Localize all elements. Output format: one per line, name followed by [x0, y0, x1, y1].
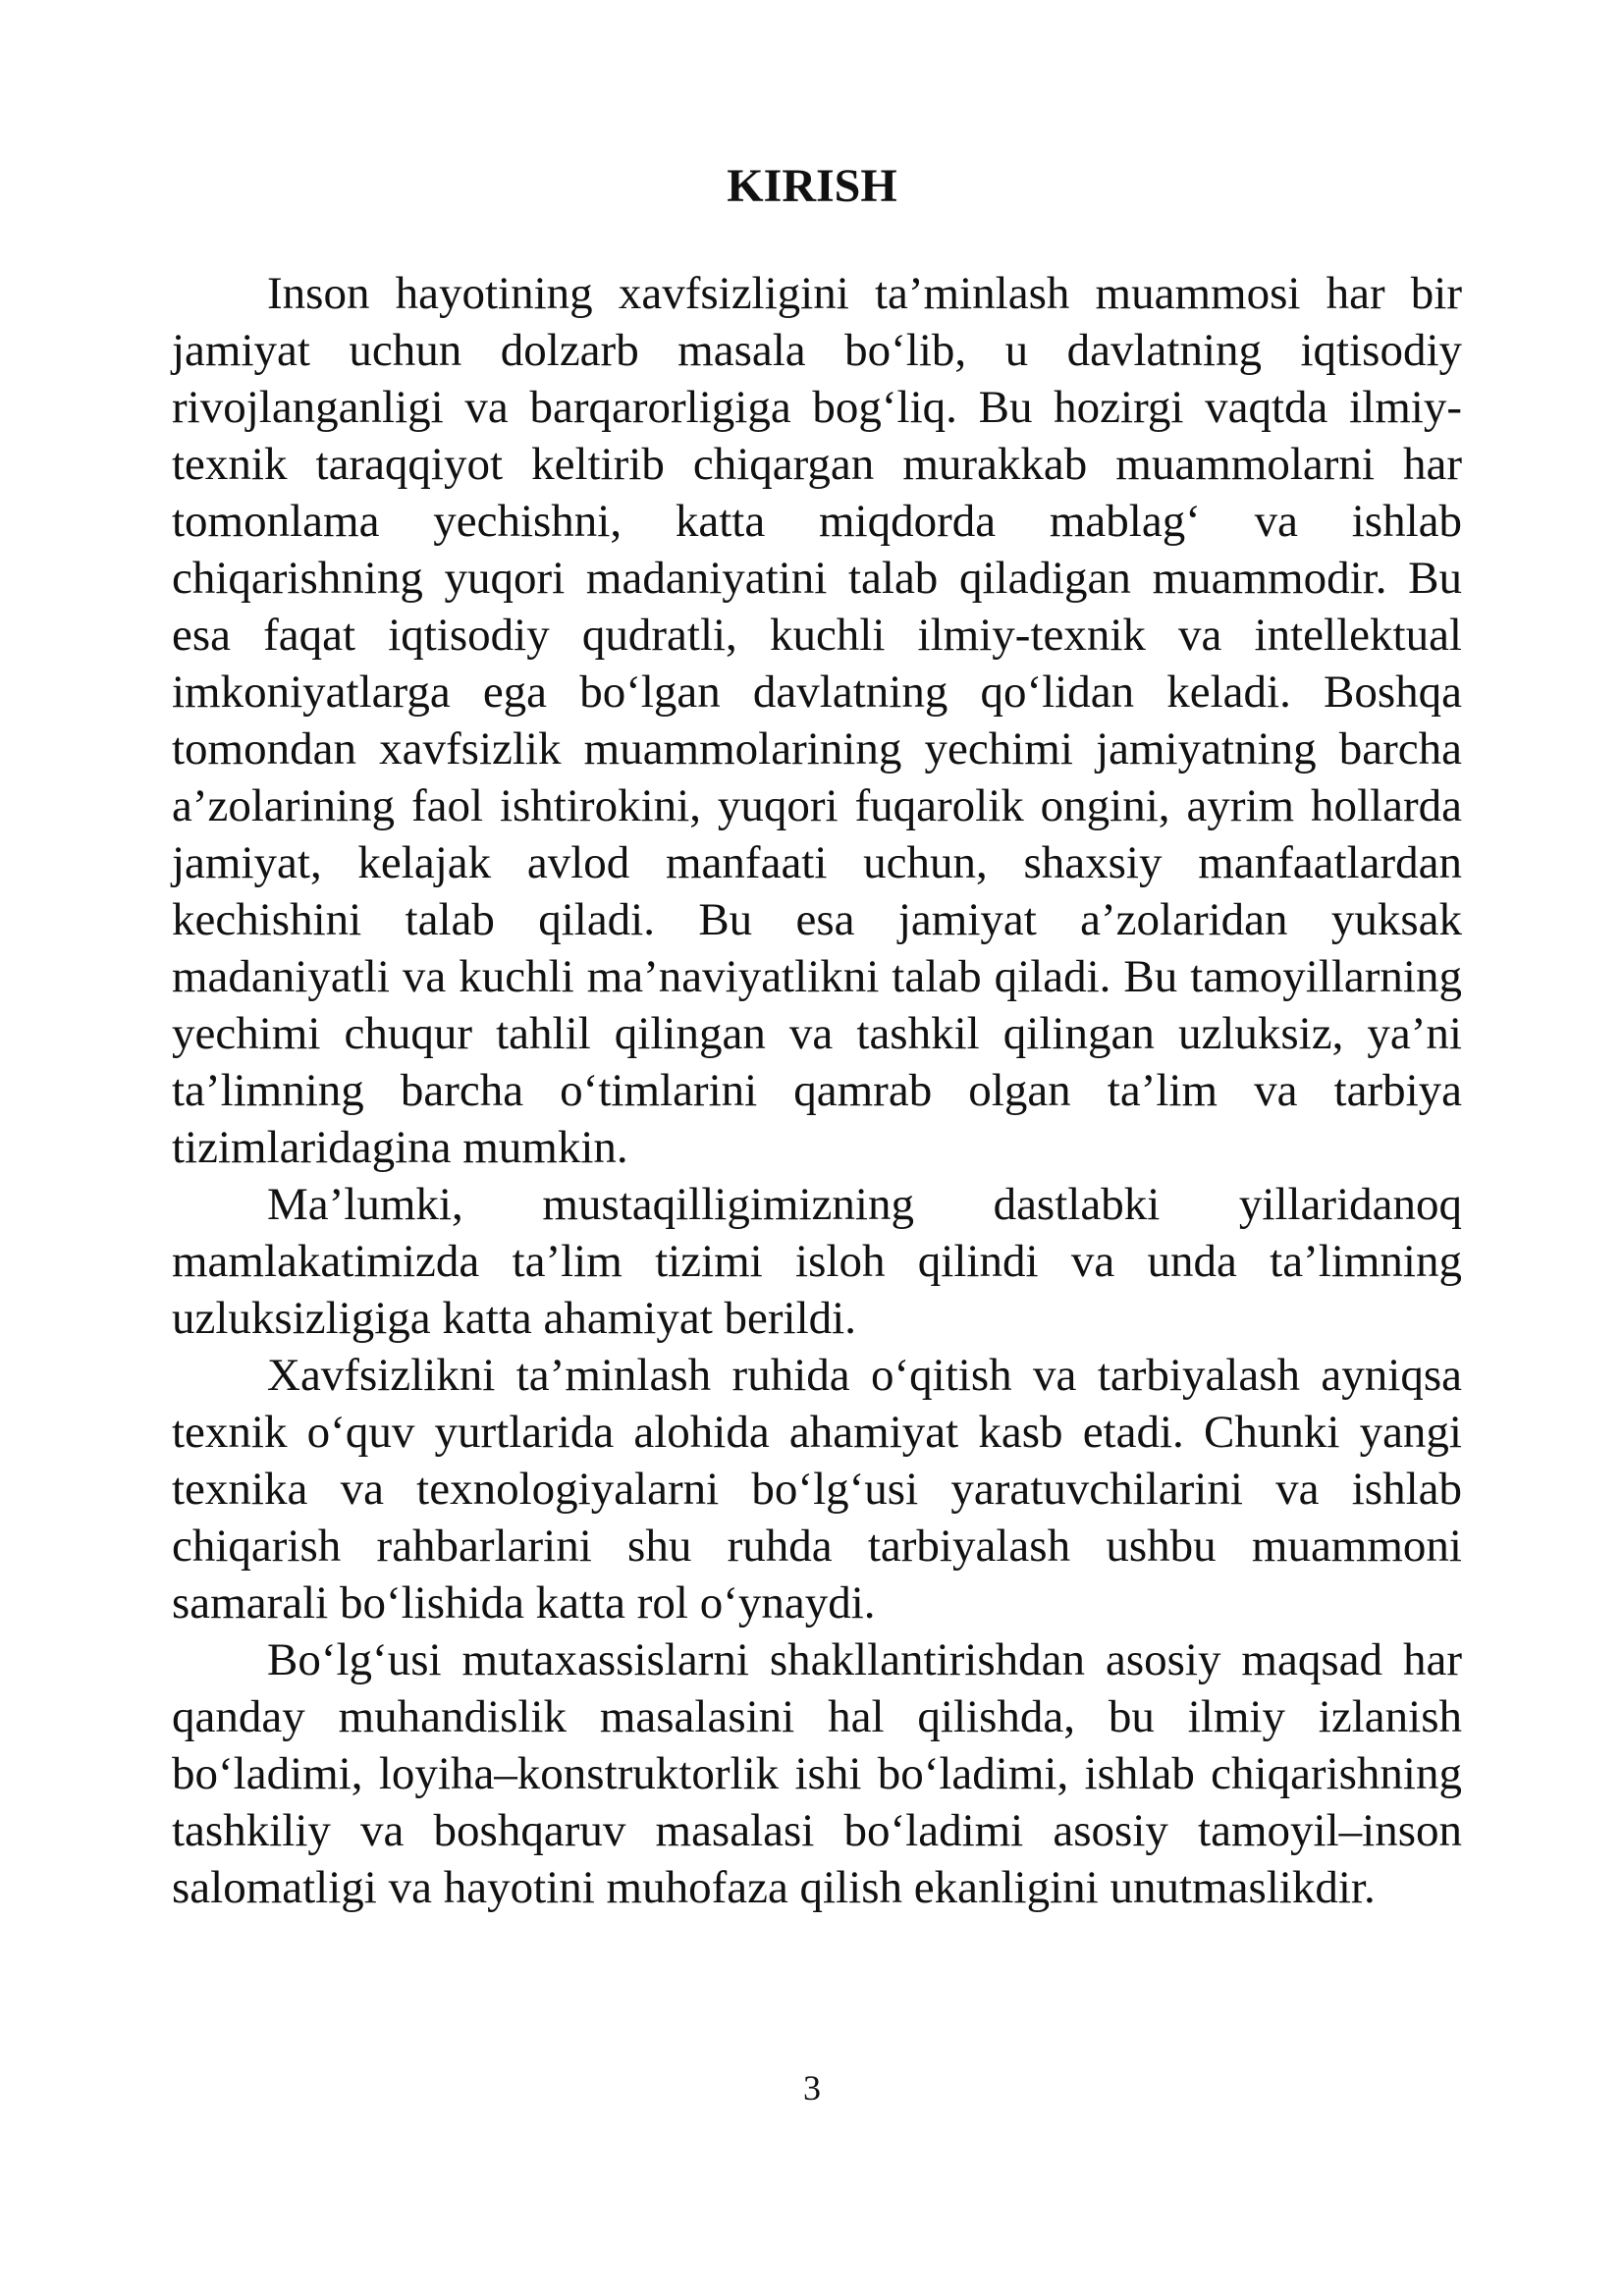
page-title: KIRISH — [727, 160, 897, 212]
paragraph-1: Inson hayotining xavfsizligini ta’minlash muammosi har bir jamiyat uchun dolzarb masala bo‘lib, u davlatning iqtisodiy rivojlanganligi va barqarorligiga bog‘liq. Bu hozirgi vaqtda ilmiy-texnik taraqqiyot keltirib chiqargan murakkab muammolarni har tomonlama yechishni, katta miqdorda mablag‘ va ishlab chiqarishning yuqori madaniyatini talab qiladigan muammodir. Bu esa faqat iqtisodiy qudratli, kuchli ilmiy-texnik va intellektual imkoniyatlarga ega bo‘lgan davlatning qo‘lidan keladi. Boshqa tomondan xavfsizlik muammolarining yechimi jamiyatning barcha a’zolarining faol ishtirokini, yuqori fuqarolik ongini, ayrim hollarda jamiyat, kelajak avlod manfaati uchun, shaxsiy manfaatlardan kechishini talab qiladi. Bu esa jamiyat a’zolaridan yuksak madaniyatli va kuchli ma’naviyatlikni talab qiladi. Bu tamoyillarning yechimi chuqur tahlil qilingan va tashkil qilingan uzluksiz, ya’ni ta’limning barcha o‘timlarini qamrab olgan ta’lim va tarbiya tizimlaridagina mumkin. — [172, 268, 1462, 1173]
page-number: 3 — [803, 2068, 821, 2108]
paragraph-4: Bo‘lg‘usi mutaxassislarni shakllantirishdan asosiy maqsad har qanday muhandislik masalasini hal qilishda, bu ilmiy izlanish bo‘ladimi, loyiha–konstruktorlik ishi bo‘ladimi, ishlab chiqarishning tashkiliy va boshqaruv masalasi bo‘ladimi asosiy tamoyil–inson salomatligi va hayotini muhofaza qilish ekanligini unutmaslikdir. — [172, 1634, 1462, 1913]
paragraph-2: Ma’lumki, mustaqilligimizning dastlabki yillaridanoq mamlakatimizda ta’lim tizimi isloh qilindi va unda ta’limning uzluksizligiga katta ahamiyat berildi. — [172, 1179, 1462, 1344]
paragraph-3: Xavfsizlikni ta’minlash ruhida o‘qitish va tarbiyalash ayniqsa texnik o‘quv yurtlarida alohida ahamiyat kasb etadi. Chunki yangi texnika va texnologiyalarni bo‘lg‘usi yaratuvchilarini va ishlab chiqarish rahbarlarini shu ruhda tarbiyalash ushbu muammoni samarali bo‘lishida katta rol o‘ynaydi. — [172, 1350, 1462, 1629]
body-text — [172, 265, 1462, 1916]
